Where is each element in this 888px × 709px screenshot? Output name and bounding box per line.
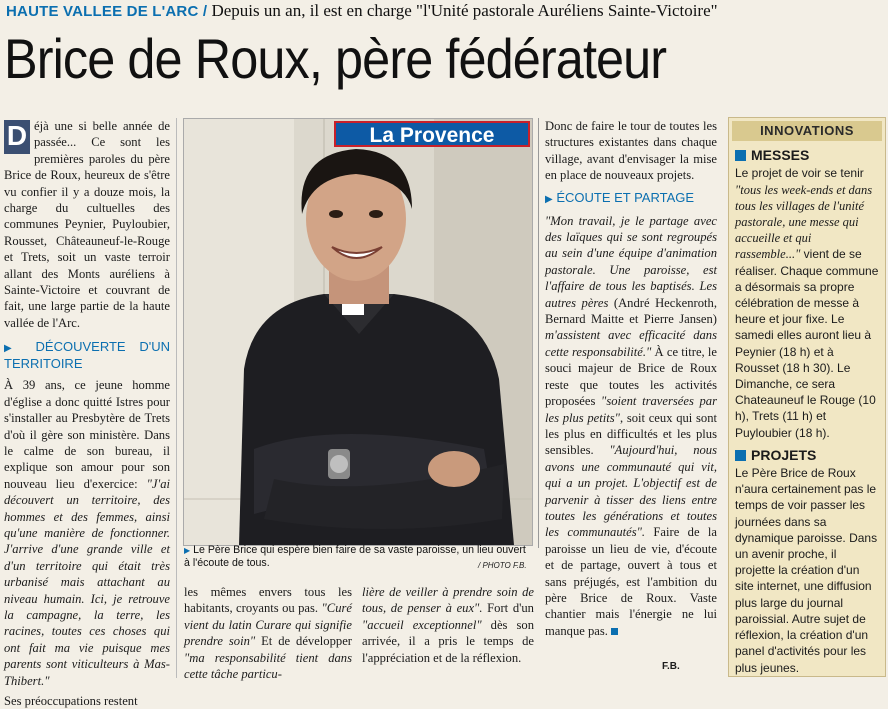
subhead-decouverte [4,339,170,371]
col2-quote-d: "ma responsabilité tient dans cette tâche particu- [184,650,352,682]
projets-text: Le Père Brice de Roux n'aura certainement pas le temps de voir passer les journées dans sa dynamique paroisse. Dans un avenir proche, il projette la création d'un site internet, une diffusion plus large du journal paroissial. Autre sujet de réflexion, la création d'un panel d'activités pour les plus jeunes. [735,466,878,675]
col3-paragraph-1: Donc de faire le tour de toutes les structures existantes dans chaque village, avant d'envisager la mise en place de nouveaux projets. [545,119,717,183]
sidebar-section-messes [735,147,879,163]
col2-text-c: Et de développer [261,634,352,649]
kicker-location: HAUTE VALLEE DE L'ARC / [6,3,208,20]
messes-quote: "tous les week-ends et dans tous les villages de l'unité pastorale, une messe qui accueille et qui rassemble..." [735,182,873,262]
author-signature: F.B. [662,661,680,672]
paragraph-3: Ses préoccupations restent [4,694,138,708]
la-provence-logo: La Provence [334,121,530,147]
triangle-icon: ▶ [184,546,191,555]
paragraph-2-text: À 39 ans, ce jeune homme d'église a donc quitté Istres pour s'installer au Presbytère de Trets d'où il gère son ministère. Dans le calme de son bureau, il explique son amour pour son nouveau lieu d'exercice: [4,378,170,491]
subhead-text: ÉCOUTE ET PARTAGE [556,189,695,205]
photo-credit: / PHOTO F.B. [478,561,527,570]
column-divider-2 [538,118,539,548]
article-column-1 [4,118,170,709]
arrow-right-icon: ▶ [545,193,553,205]
col3-quote-2b: "soient traversées par les plus petits" [545,394,717,425]
caption-text: Le Père Brice qui espère bien faire de sa vaste paroisse, un lieu ouvert à l'écoute de tous. [184,544,526,569]
col3-quote-paragraph [545,213,717,640]
article-column-3 [545,118,717,639]
arrow-right-icon: ▶ [4,343,22,355]
square-bullet-icon [735,150,746,161]
article-column-2 [184,584,352,682]
end-mark-icon [611,628,618,635]
sidebar-section-projets [735,447,879,463]
col2b-text-d: dès son arrivée, il a pris le temps de l'appréciation et de la réflexion. [362,617,534,665]
portrait-photo [183,118,533,546]
headline: Brice de Roux, père fédérateur [4,27,667,90]
square-bullet-icon [735,450,746,461]
dropcap: D [4,120,30,154]
col3-quote-1: "Mon travail, je le partage avec des laïques qui se sont regroupés au sein d'une équipe d'animation pastorale. Une paroisse, est l'affaire de tous les baptisés. Les autres pères [545,213,717,310]
col2-quote-b: "Curé vient du latin Curare qui signifie prendre soin" [184,601,352,649]
paragraph-2 [4,377,170,689]
subhead-ecoute [545,190,717,207]
priest-illustration [184,119,532,545]
col2-text-a: les mêmes envers tous les habitants, croyants ou pas. [184,585,352,616]
col3-quote-1-end: m'assistent avec efficacité dans cette responsabilité." [545,328,717,359]
subhead-text: DÉCOUVERTE D'UN TERRITOIRE [4,339,170,372]
col2b-quote-a: lière de veiller à prendre soin de tous, de penser à eux". [362,585,534,616]
paragraph-2-quote: "J'ai découvert un territoire, des hommes et des femmes, ainsi qu'une manière de fonctionner. J'arrive d'une grande ville et d'un territoire qui était très urbanisé mais attachant au niveau humain. Ici, je retrouve la campagne, la terre, les racines, toutes ces choses qui ont fait ma vie puisque mes parents sont viticulteurs à Mas-Thibert." [4,476,170,688]
col3-text-2c: , soit ceux qui sont les plus en difficultés et les plus sensibles. [545,410,717,458]
kicker-text: Depuis un an, il est en charge "l'Unité pastorale Auréliens Sainte-Victoire" [211,1,718,20]
column-divider [176,118,177,678]
col3-text-3: Faire de la paroisse un lieu de vie, d'écoute et de partage, ouvert à tous et sans préjugés, est l'ambition du père Brice de Roux. Vaste chantier mais l'énergie ne lui manque pas. [545,525,717,638]
messes-text-c: vient de se réaliser. Chaque commune a désormais sa propre célébration de messe à heure et jour fixe. Le samedi elles auront lieu à Peynier (18 h) et à Rousset (18 h 30). Le Dimanche, ce sera Chateauneuf le Rouge (10 h), Trets (11 h) et Puyloubier (18 h). [735,247,879,440]
col3-names: (André Heckenroth, Bernard Maitte et Pierre Jansen) [545,295,717,327]
col2b-quote-c: "accueil exceptionnel" [362,617,482,632]
col3-quote-2: "Aujourd'hui, nous avons une communauté qui vit, qui a un projet. L'objectif est de parvenir à tisser des liens entre toutes les générations et toutes les communautés". [545,443,717,540]
innovations-sidebar [728,117,886,677]
section-title: PROJETS [751,446,817,463]
col2b-text-b: Fort d'un [487,601,534,616]
lead-paragraph: éjà une si belle année de passée... Ce sont les premières paroles du père Brice de Roux, heureux de s'être vu confier il y a douze mois, la charge du cultuelles des communes Peynier, Puyloubier, Rousset, Châteauneuf-le-Rouge et Trets, soit un vaste terroir allant des Monts auréliens à Sainte-Victoire et couvrant de fait, une large partie de la haute vallée de l'Arc. [4,119,170,330]
kicker-line [6,0,886,22]
col3-text-2a: À ce titre, le souci majeur de Brice de Roux reste que toutes les activités proposées [545,344,717,409]
article-column-2b [362,584,534,666]
sidebar-title: INNOVATIONS [732,121,882,141]
section-title: MESSES [751,147,810,164]
messes-text-a: Le projet de voir se tenir [735,166,864,181]
messes-text [735,165,879,440]
